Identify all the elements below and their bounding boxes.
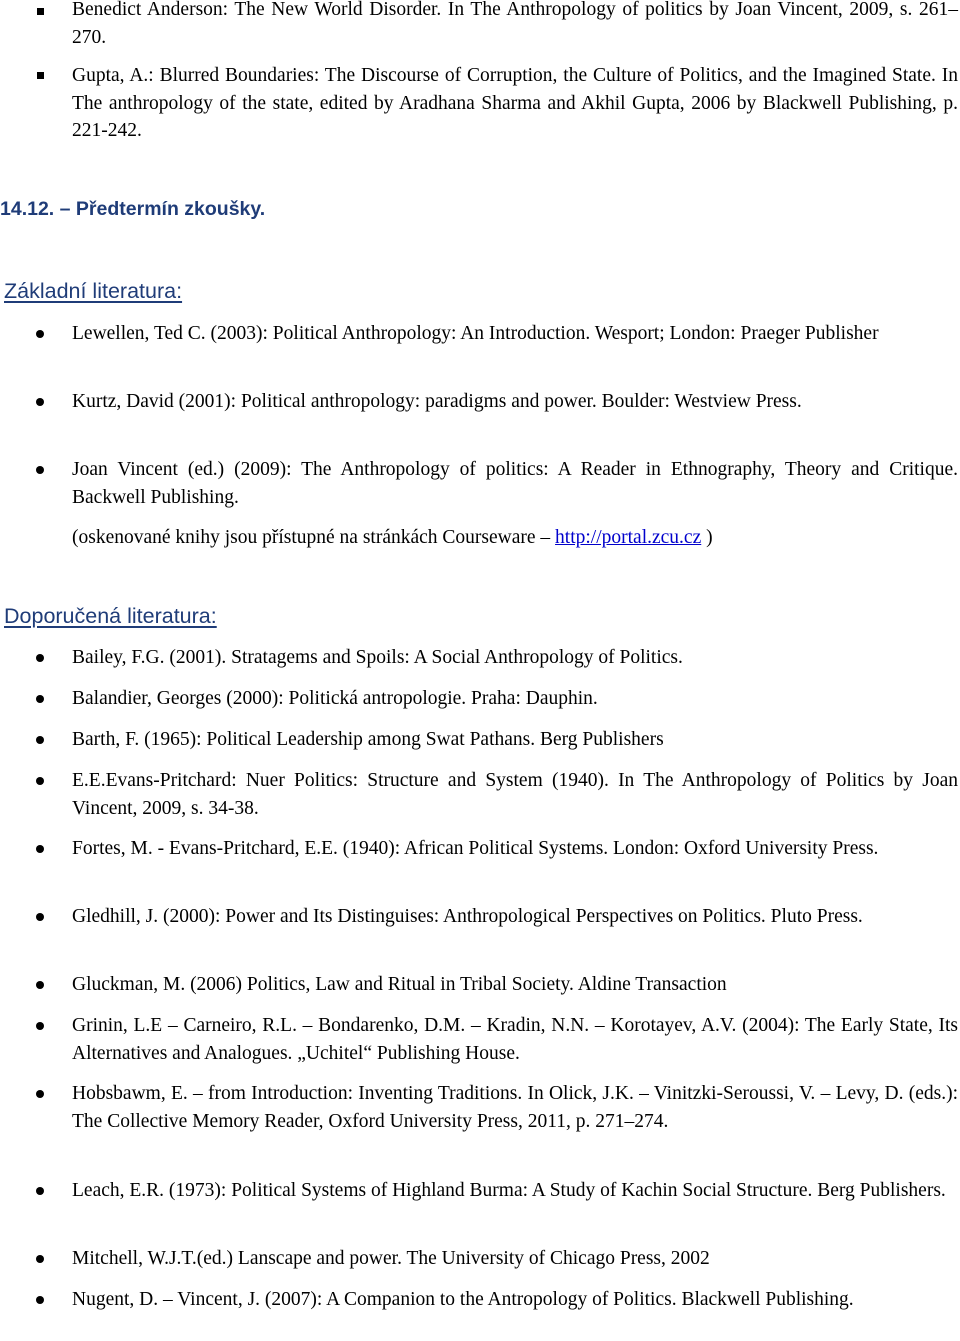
bullet-icon — [36, 330, 44, 338]
bullet-icon — [36, 1296, 44, 1304]
recommended-literature-item: Fortes, M. - Evans-Pritchard, E.E. (1940): African Political Systems. London: Oxford University Press. — [72, 838, 879, 859]
recommended-literature-item: Bailey, F.G. (2001). Stratagems and Spoils: A Social Anthropology of Politics. — [72, 647, 683, 668]
recommended-literature-item: Balandier, Georges (2000): Politická antropologie. Praha: Dauphin. — [72, 688, 598, 709]
courseware-note-text: (oskenované knihy jsou přístupné na stránkách Courseware – — [72, 527, 556, 548]
pre-exam-date: 14.12. — [0, 198, 55, 220]
basic-literature-heading: Základní literatura: — [4, 279, 183, 303]
bullet-icon — [36, 695, 44, 703]
basic-literature-item: Kurtz, David (2001): Political anthropology: paradigms and power. Boulder: Westview Press. — [72, 391, 802, 412]
pre-exam-dash: – — [59, 198, 71, 220]
recommended-literature-item: Leach, E.R. (1973): Political Systems of Highland Burma: A Study of Kachin Social Structure. Berg Publishers. — [72, 1180, 946, 1201]
recommended-literature-item: Barth, F. (1965): Political Leadership among Swat Pathans. Berg Publishers — [72, 729, 664, 750]
recommended-literature-item: E.E.Evans-Pritchard: Nuer Politics: Structure and System (1940). In The Anthropology of Politics by Joan Vincent, 2009, s. 34-38. — [72, 770, 958, 819]
recommended-literature-item: Gluckman, M. (2006) Politics, Law and Ritual in Tribal Society. Aldine Transaction — [72, 974, 727, 995]
basic-literature-item: Lewellen, Ted C. (2003): Political Anthropology: An Introduction. Wesport; London: Praeger Publisher — [72, 323, 879, 344]
bullet-icon — [36, 1090, 44, 1098]
bullet-icon — [36, 777, 44, 785]
recommended-literature-item: Mitchell, W.J.T.(ed.) Lanscape and power. The University of Chicago Press, 2002 — [72, 1248, 710, 1269]
bullet-icon — [36, 981, 44, 989]
basic-literature-item: Joan Vincent (ed.) (2009): The Anthropology of politics: A Reader in Ethnography, Theory and Critique. Backwell Publishing. — [72, 459, 958, 508]
bullet-icon — [36, 913, 44, 921]
bullet-icon — [36, 466, 44, 474]
bullet-icon — [36, 1022, 44, 1030]
bullet-icon — [36, 654, 44, 662]
pre-exam-title: Předtermín zkoušky. — [75, 198, 266, 220]
reference-item: Gupta, A.: Blurred Boundaries: The Discourse of Corruption, the Culture of Politics, and the Imagined State. In The anthropology of the state, edited by Aradhana Sharma and Akhil Gupta, 2006 by Blackwell Publishing, p. 221-242. — [72, 65, 958, 141]
bullet-icon — [36, 398, 44, 406]
square-bullet-icon — [37, 72, 44, 79]
courseware-link[interactable]: http://portal.zcu.cz — [555, 527, 702, 548]
reference-item: Benedict Anderson: The New World Disorder. In The Anthropology of politics by Joan Vincent, 2009, s. 261–270. — [72, 0, 958, 48]
recommended-literature-item: Hobsbawm, E. – from Introduction: Inventing Traditions. In Olick, J.K. – Vinitzki-Seroussi, V. – Levy, D. (eds.): The Collective Memory Reader, Oxford University Press, 2011, p. 271–274. — [72, 1083, 958, 1132]
bullet-icon — [36, 845, 44, 853]
square-bullet-icon — [37, 8, 44, 15]
courseware-note-close: ) — [701, 527, 713, 548]
bullet-icon — [36, 736, 44, 744]
recommended-literature-item: Grinin, L.E – Carneiro, R.L. – Bondarenko, D.M. – Kradin, N.N. – Korotayev, A.V. (2004): The Early State, Its Alternatives and Analogues. „Uchitel“ Publishing House. — [72, 1015, 958, 1064]
recommended-literature-item: Gledhill, J. (2000): Power and Its Distinguises: Anthropological Perspectives on Politics. Pluto Press. — [72, 906, 863, 927]
recommended-literature-item: Nugent, D. – Vincent, J. (2007): A Companion to the Antropology of Politics. Blackwell Publishing. — [72, 1289, 854, 1310]
pre-exam-line — [0, 198, 265, 221]
bullet-icon — [36, 1255, 44, 1263]
courseware-note — [72, 524, 713, 552]
bullet-icon — [36, 1187, 44, 1195]
recommended-literature-heading: Doporučená literatura: — [4, 604, 217, 628]
